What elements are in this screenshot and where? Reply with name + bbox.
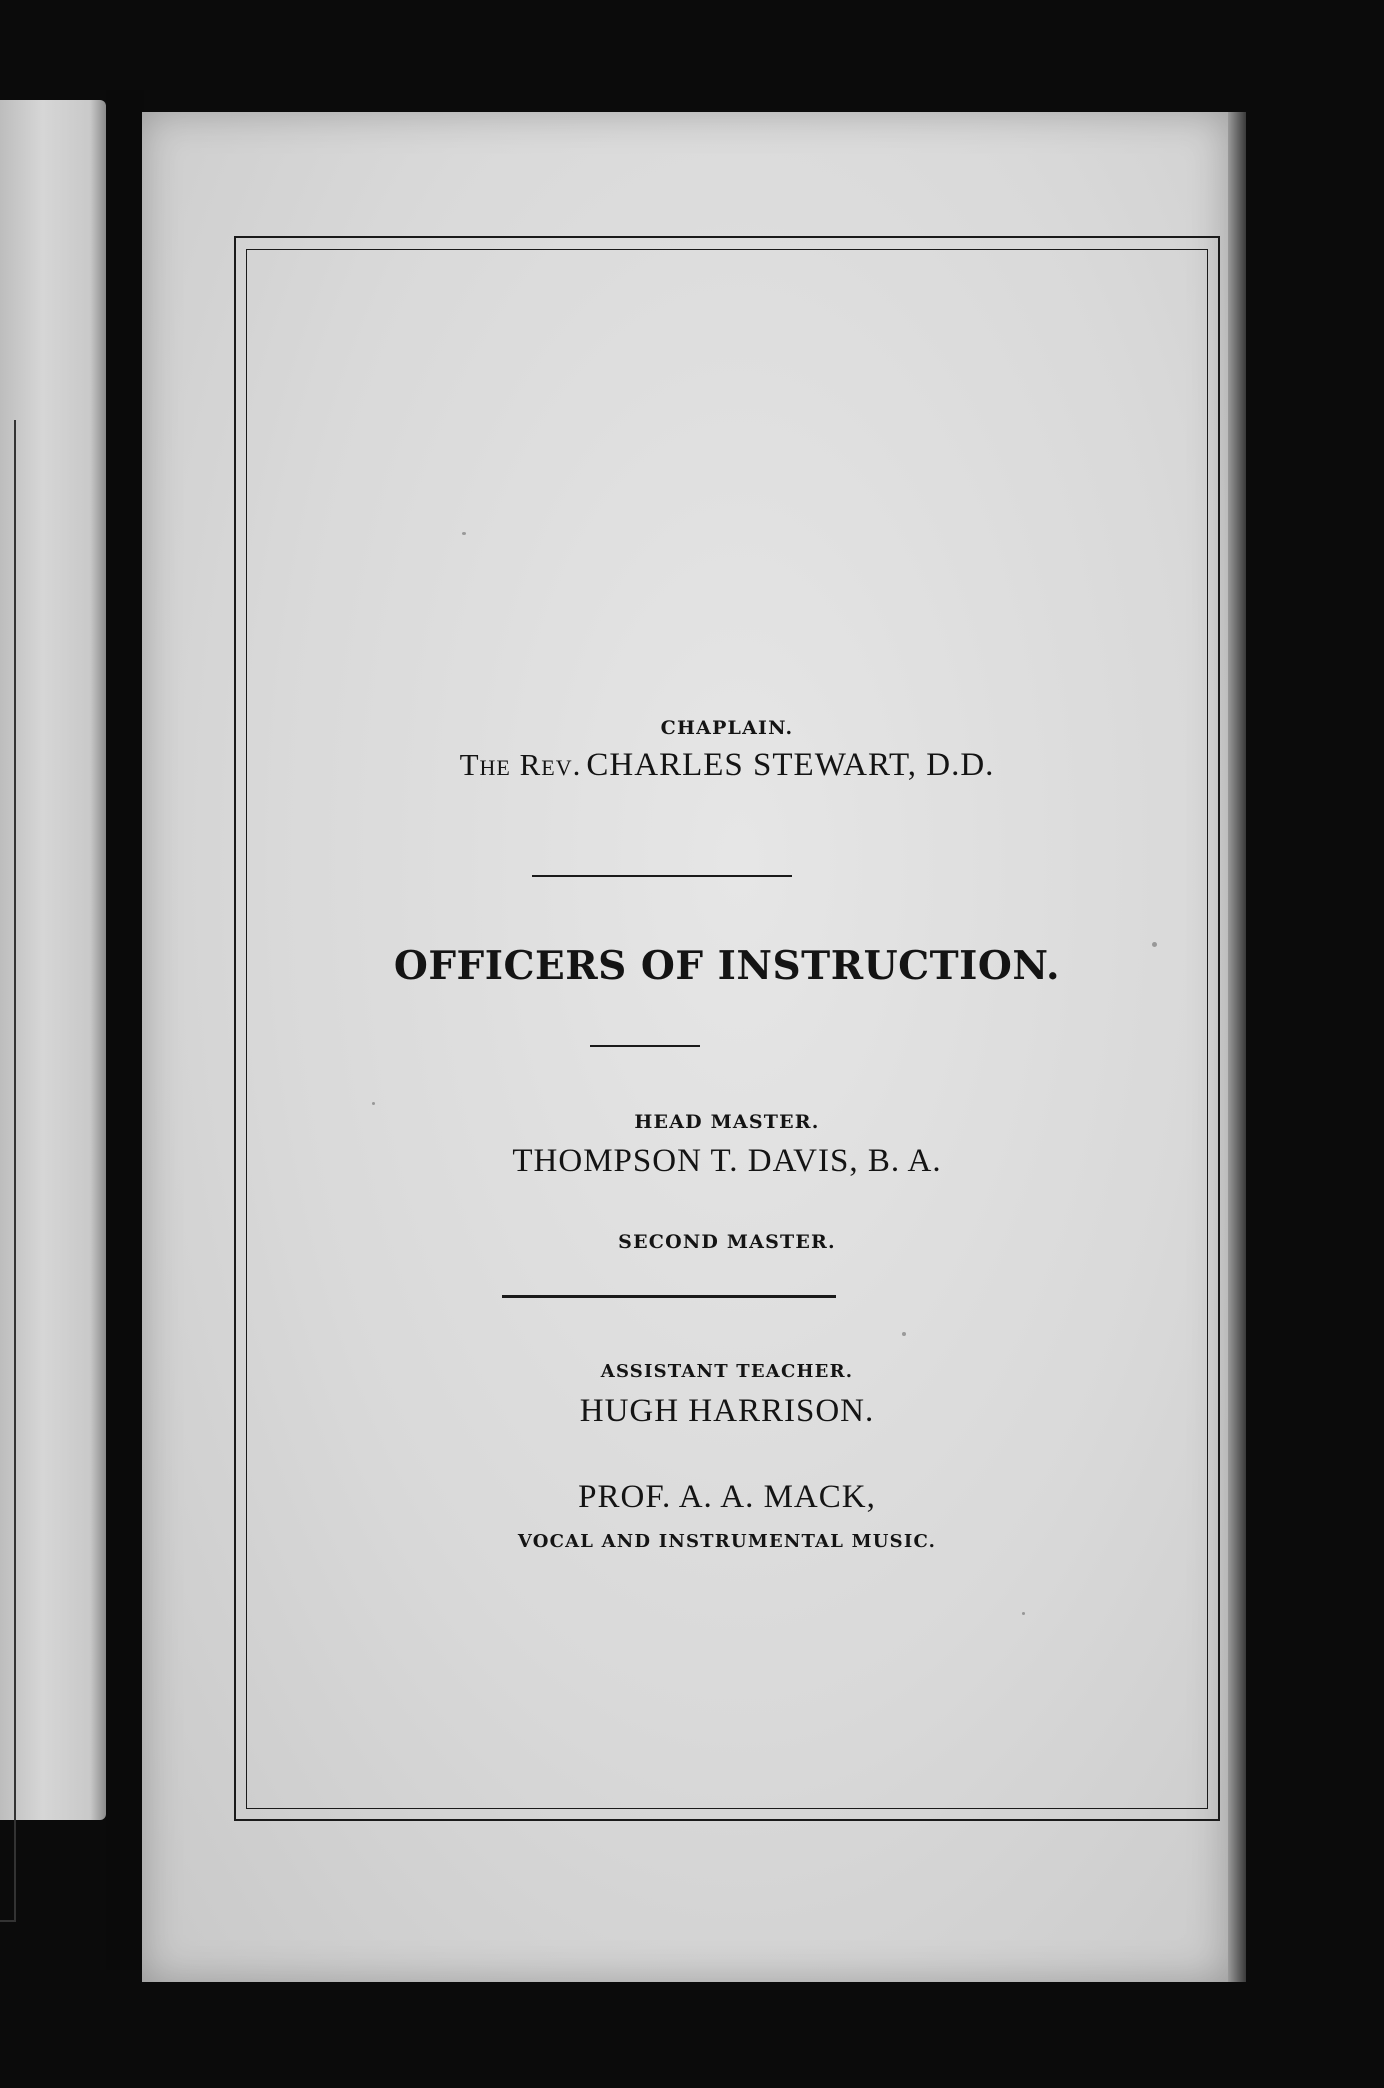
second-master-rule bbox=[502, 1295, 836, 1298]
page bbox=[142, 112, 1228, 1982]
page-edge-shadow bbox=[1228, 112, 1246, 1982]
chaplain-name: CHARLES STEWART, D.D. bbox=[586, 747, 995, 783]
head-master-heading: HEAD MASTER. bbox=[634, 1111, 820, 1133]
music-subject: VOCAL AND INSTRUMENTAL MUSIC. bbox=[517, 1531, 937, 1552]
paper-speck bbox=[1152, 942, 1157, 947]
music-professor-name: PROF. A. A. MACK, bbox=[578, 1479, 876, 1515]
assistant-teacher-heading: ASSISTANT TEACHER. bbox=[600, 1361, 854, 1382]
paper-speck bbox=[372, 1102, 375, 1105]
head-master-name: THOMPSON T. DAVIS, B. A. bbox=[512, 1143, 942, 1179]
divider-rule-short bbox=[590, 1045, 700, 1047]
paper-speck bbox=[462, 532, 466, 535]
paper-speck bbox=[902, 1332, 906, 1336]
adjacent-page-edge bbox=[0, 100, 106, 1820]
adjacent-page-border bbox=[0, 420, 16, 1922]
chaplain-line bbox=[246, 747, 1208, 784]
section-heading: OFFICERS OF INSTRUCTION. bbox=[393, 943, 1061, 989]
assistant-teacher-name: HUGH HARRISON. bbox=[579, 1393, 875, 1429]
chaplain-heading: CHAPLAIN. bbox=[660, 717, 794, 739]
second-master-heading: SECOND MASTER. bbox=[618, 1231, 836, 1253]
page-content bbox=[246, 249, 1208, 1809]
chaplain-title: The Rev. bbox=[459, 747, 582, 782]
book-gutter bbox=[106, 90, 144, 1970]
divider-rule bbox=[532, 875, 792, 877]
paper-speck bbox=[1022, 1612, 1025, 1615]
